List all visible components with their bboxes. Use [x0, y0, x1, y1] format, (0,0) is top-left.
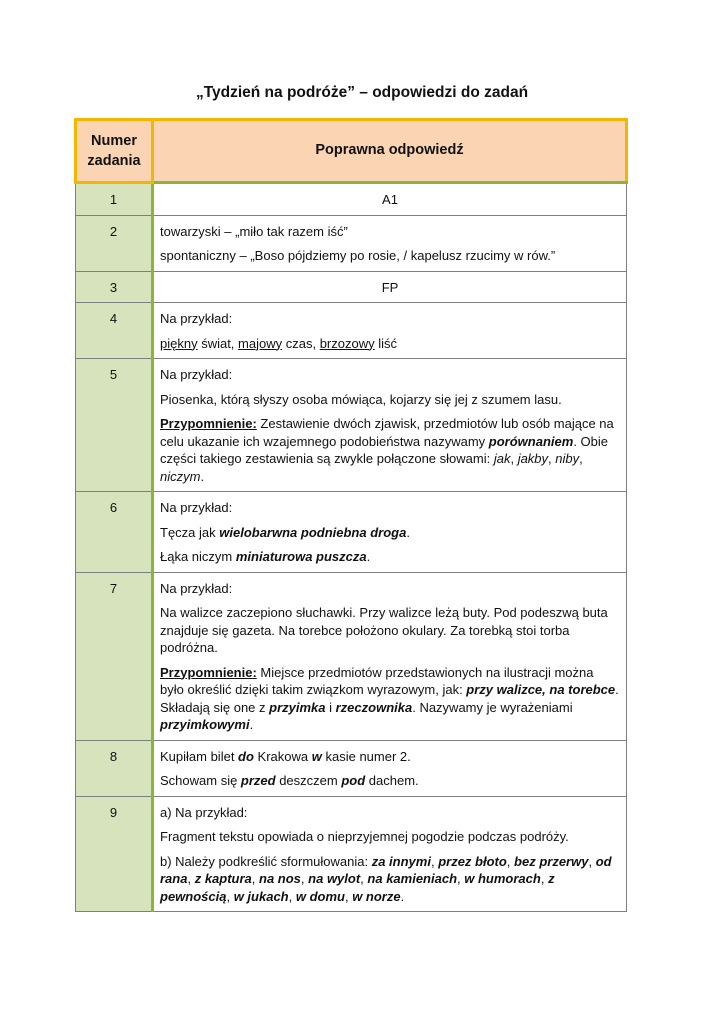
emphasis: bez przerwy — [514, 853, 589, 869]
header-task-number-line1: Numer — [91, 133, 137, 149]
task-number: 8 — [76, 740, 153, 796]
text-fragment: Tęcza jak — [160, 524, 220, 540]
table-row — [76, 183, 627, 216]
text-fragment: Zestawienie dwóch zjawisk, przedmiotów lub osób mające na celu ukazanie ich wzajemnego podobieństwa nazywamy — [160, 416, 614, 449]
text-fragment: . — [366, 549, 371, 564]
answer-cell — [153, 303, 627, 359]
emphasis: przez błoto — [438, 853, 507, 869]
text-fragment: , — [360, 871, 368, 886]
text-fragment: liść — [374, 335, 398, 351]
text-fragment: . Składają się one z — [160, 682, 619, 715]
page-title: „Tydzień na podróże” – odpowiedzi do zadań — [195, 84, 529, 101]
answer-line: towarzyski – „miło tak razem iść” — [160, 223, 348, 239]
emphasis: do — [238, 748, 254, 764]
text-fragment: , — [510, 451, 518, 466]
answer-cell — [153, 740, 627, 796]
answer-line — [160, 748, 620, 766]
text-fragment: Schowam się — [160, 773, 241, 788]
emphasis: w norze — [352, 888, 401, 904]
emphasis: za innymi — [371, 853, 431, 869]
answer-line: Na walizce zaczepiono słuchawki. Przy walizce leżą buty. Pod podeszwą buta znajduje się gazeta. Na torebce położono okulary. Za torebką stoi torba podróżna. — [160, 605, 608, 655]
answer-intro: Na przykład: — [160, 580, 233, 596]
emphasis: na wylot — [308, 871, 361, 886]
emphasis: miniaturowa puszcza — [235, 549, 367, 564]
answer-line: Fragment tekstu opowiada o nieprzyjemnej pogodzie podczas podróży. — [160, 829, 569, 844]
header-task-number — [76, 120, 153, 183]
text-fragment: . — [249, 717, 254, 732]
answer-intro: Na przykład: — [160, 367, 233, 382]
italic-word: jak — [493, 451, 511, 466]
answer-intro: a) Na przykład: — [160, 804, 248, 820]
text-fragment: i — [325, 699, 336, 715]
emphasis: z pewnością — [160, 871, 555, 904]
emphasis: od rana — [160, 853, 612, 886]
reminder-note — [160, 415, 620, 485]
table-row — [76, 572, 627, 740]
text-fragment: , — [187, 871, 195, 886]
answer-cell: FP — [153, 271, 627, 303]
emphasis: przed — [240, 773, 276, 788]
answer-line — [160, 853, 620, 906]
emphasis: w jukach — [233, 888, 289, 904]
table-row — [76, 492, 627, 573]
answer-line: spontaniczny – „Boso pójdziemy po rosie, / kapelusz rzucimy w rów.” — [160, 248, 556, 263]
text-fragment: czas, — [282, 335, 320, 351]
answer-line — [160, 524, 620, 542]
table-row — [76, 359, 627, 492]
task-number: 6 — [76, 492, 153, 573]
italic-word: niby — [555, 451, 580, 466]
answer-cell — [153, 572, 627, 740]
underlined-word: brzozowy — [319, 335, 375, 351]
emphasis: porównaniem — [488, 433, 574, 449]
header-correct-answer: Poprawna odpowiedź — [153, 120, 627, 183]
answer-intro: Na przykład: — [160, 500, 233, 515]
text-fragment: . Obie części takiego zestawienia są zwykle połączone słowami: — [160, 433, 608, 466]
emphasis: przy walizce, na torebce — [466, 682, 616, 697]
emphasis: przyimka — [269, 699, 326, 715]
emphasis: rzeczownika — [335, 699, 413, 715]
text-fragment: , — [288, 888, 296, 904]
answer-line — [160, 772, 620, 790]
text-fragment: . — [406, 524, 410, 540]
answer-cell — [153, 796, 627, 912]
text-fragment: . — [400, 888, 405, 904]
text-fragment: dachem. — [365, 773, 419, 788]
answer-cell — [153, 359, 627, 492]
text-fragment: b) Należy podkreślić sformułowania: — [160, 853, 372, 869]
table-header-row — [76, 120, 627, 183]
text-fragment: . Nazywamy je wyrażeniami — [412, 699, 573, 715]
text-fragment: kasie numer 2. — [321, 748, 411, 764]
text-fragment: , — [457, 871, 465, 886]
answer-line — [160, 548, 620, 566]
text-fragment: Krakowa — [253, 748, 312, 764]
text-fragment: , — [344, 888, 353, 904]
text-fragment: Łąka niczym — [160, 549, 236, 564]
text-fragment: , — [251, 871, 260, 886]
text-fragment: . — [200, 468, 205, 484]
table-row — [76, 303, 627, 359]
answers-table — [74, 118, 628, 912]
answer-intro: Na przykład: — [160, 311, 233, 326]
emphasis: na nos — [259, 871, 301, 886]
text-fragment: , — [430, 853, 439, 869]
emphasis: na kamieniach — [367, 871, 458, 886]
table-row — [76, 740, 627, 796]
emphasis: w — [311, 748, 322, 764]
answer-cell: A1 — [153, 183, 627, 216]
task-number: 9 — [76, 796, 153, 912]
answer-line — [160, 335, 620, 353]
reminder-label: Przypomnienie: — [160, 664, 257, 680]
text-fragment: Kupiłam bilet — [160, 748, 239, 764]
answer-cell — [153, 215, 627, 271]
table-row — [76, 215, 627, 271]
header-task-number-line2: zadania — [87, 153, 141, 169]
task-number: 4 — [76, 303, 153, 359]
task-number: 7 — [76, 572, 153, 740]
text-fragment: , — [540, 871, 549, 886]
italic-word: jakby — [517, 451, 549, 466]
table-row — [76, 271, 627, 303]
text-fragment: , — [506, 853, 515, 869]
task-number: 2 — [76, 215, 153, 271]
text-fragment: , — [548, 451, 556, 466]
italic-word: niczym — [160, 468, 201, 484]
emphasis: w humorach — [464, 871, 541, 886]
answer-line: Piosenka, którą słyszy osoba mówiąca, kojarzy się jej z szumem lasu. — [160, 391, 562, 407]
answer-cell — [153, 492, 627, 573]
task-number: 1 — [76, 183, 153, 216]
underlined-word: majowy — [238, 335, 283, 351]
text-fragment: , — [579, 451, 583, 466]
reminder-note — [160, 664, 620, 734]
text-fragment: , — [300, 871, 309, 886]
task-number: 3 — [76, 271, 153, 303]
underlined-word: piękny — [160, 335, 198, 351]
text-fragment: , — [588, 853, 596, 869]
table-row — [76, 796, 627, 912]
text-fragment: Miejsce przedmiotów przedstawionych na ilustracji można było określić dzięki takim związkom wyrazowym, jak: — [160, 664, 594, 697]
text-fragment: , — [226, 888, 234, 904]
reminder-label: Przypomnienie: — [160, 416, 257, 431]
emphasis: pod — [341, 773, 366, 788]
task-number: 5 — [76, 359, 153, 492]
text-fragment: świat, — [197, 335, 239, 351]
emphasis: z kaptura — [194, 871, 252, 886]
emphasis: wielobarwna podniebna droga — [219, 524, 407, 540]
emphasis: przyimkowymi — [160, 717, 250, 732]
emphasis: w domu — [295, 888, 345, 904]
text-fragment: deszczem — [275, 773, 342, 788]
